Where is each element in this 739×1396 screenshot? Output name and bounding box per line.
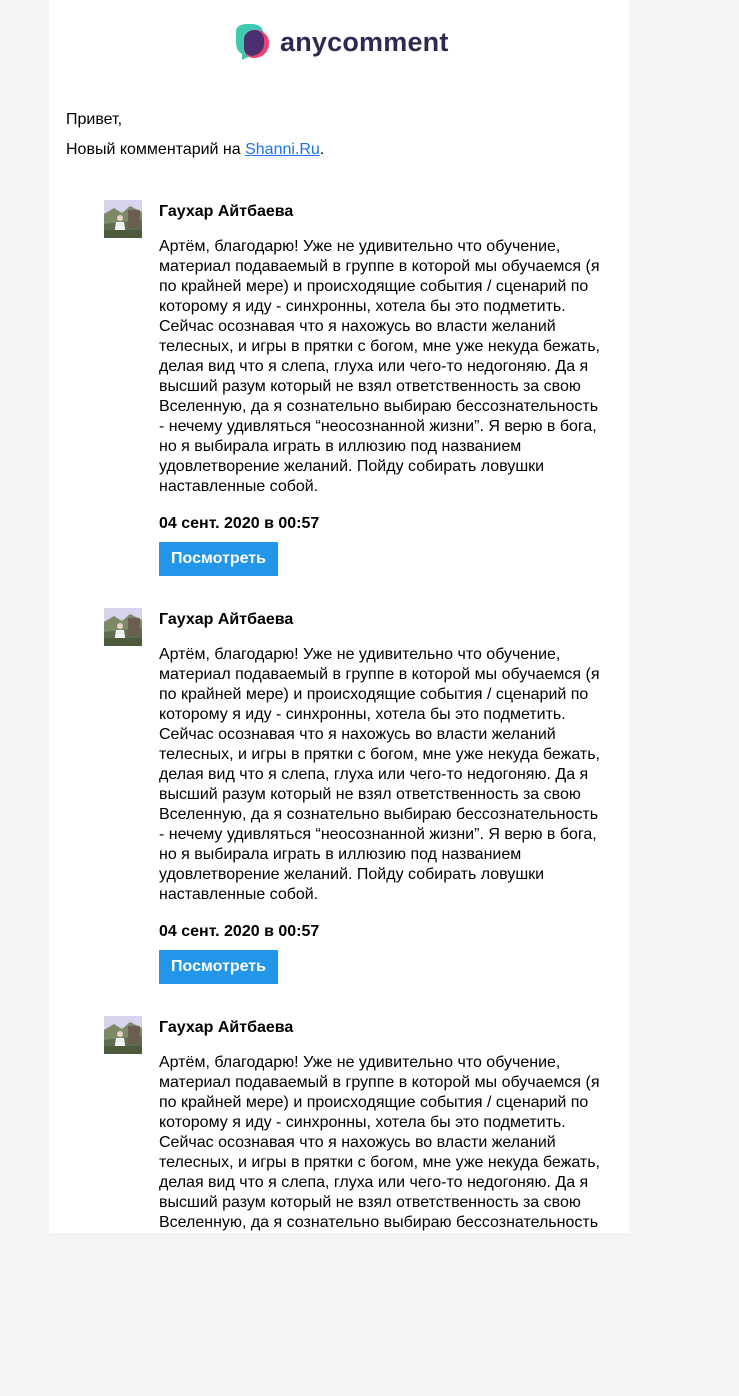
comment-line: Сейчас осознавая что я нахожусь во власти желаний <box>159 318 556 335</box>
avatar <box>104 608 142 646</box>
comment-line: высший разум который не взял ответственность за свою <box>159 786 581 803</box>
comment-line: которому я иду - синхронны, хотела бы это подметить. <box>159 706 566 723</box>
comment-item <box>104 200 624 580</box>
comment-line: материал подаваемый в группе в которой мы обучаемся (я <box>159 1074 600 1091</box>
avatar <box>104 1016 142 1054</box>
anycomment-logo-icon <box>230 22 270 62</box>
comment-line: Сейчас осознавая что я нахожусь во власти желаний <box>159 1134 556 1151</box>
comment-item <box>104 1016 624 1396</box>
comment-line: делая вид что я слепа, глуха или чего-то недогоняю. Да я <box>159 766 589 783</box>
comment-line: Артём, благодарю! Уже не удивительно что обучение, <box>159 646 561 663</box>
comment-line: Вселенную, да я сознательно выбираю бессознательность <box>159 806 599 823</box>
comment-line: Вселенную, да я сознательно выбираю бессознательность <box>159 1214 599 1231</box>
comment-line: высший разум который не взял ответственность за свою <box>159 1194 581 1211</box>
comment-line: делая вид что я слепа, глуха или чего-то недогоняю. Да я <box>159 358 589 375</box>
comment-line: Артём, благодарю! Уже не удивительно что обучение, <box>159 1054 561 1071</box>
comment-line: материал подаваемый в группе в которой мы обучаемся (я <box>159 258 600 275</box>
view-comment-button[interactable]: Посмотреть <box>159 542 278 576</box>
comment-line: но я выбирала играть в иллюзию под названием <box>159 438 522 455</box>
brand-name: anycomment <box>280 27 449 57</box>
notice-prefix: Новый комментарий на <box>66 141 246 158</box>
comment-line: - нечему удивляться “неосознанной жизни”. Я верю в бога, <box>159 826 597 843</box>
comment-author: Гаухар Айтбаева <box>159 1019 294 1036</box>
comment-line: по крайней мере) и происходящие события / сценарий по <box>159 1094 589 1111</box>
comment-line: материал подаваемый в группе в которой мы обучаемся (я <box>159 666 600 683</box>
avatar <box>104 200 142 238</box>
comment-line: удовлетворение желаний. Пойду собирать ловушки <box>159 866 545 883</box>
comment-line: - нечему удивляться “неосознанной жизни”. Я верю в бога, <box>159 418 597 435</box>
comment-line: но я выбирала играть в иллюзию под названием <box>159 846 522 863</box>
comment-line: наставленные собой. <box>159 478 319 495</box>
comment-line: наставленные собой. <box>159 886 319 903</box>
brand-header <box>230 22 449 62</box>
comment-line: которому я иду - синхронны, хотела бы это подметить. <box>159 298 566 315</box>
comment-line: Артём, благодарю! Уже не удивительно что обучение, <box>159 238 561 255</box>
comment-line: телесных, и игры в прятки с богом, мне уже некуда бежать, <box>159 1154 600 1171</box>
comment-date: 04 сент. 2020 в 00:57 <box>159 923 320 940</box>
comment-line: удовлетворение желаний. Пойду собирать ловушки <box>159 458 545 475</box>
comment-body <box>159 237 621 497</box>
notice-suffix: . <box>319 141 325 158</box>
comment-line: Сейчас осознавая что я нахожусь во власти желаний <box>159 726 556 743</box>
comment-line: делая вид что я слепа, глуха или чего-то недогоняю. Да я <box>159 1174 589 1191</box>
comment-line: высший разум который не взял ответственность за свою <box>159 378 581 395</box>
comment-line: Вселенную, да я сознательно выбираю бессознательность <box>159 398 599 415</box>
comment-line: по крайней мере) и происходящие события / сценарий по <box>159 278 589 295</box>
comment-date: 04 сент. 2020 в 00:57 <box>159 515 320 532</box>
comment-line: телесных, и игры в прятки с богом, мне уже некуда бежать, <box>159 746 600 763</box>
comment-line: которому я иду - синхронны, хотела бы это подметить. <box>159 1114 566 1131</box>
view-comment-button[interactable]: Посмотреть <box>159 950 278 984</box>
comment-line: по крайней мере) и происходящие события / сценарий по <box>159 686 589 703</box>
comment-body <box>159 645 621 905</box>
greeting-text: Привет, <box>66 111 123 128</box>
comment-author: Гаухар Айтбаева <box>159 611 294 628</box>
site-link[interactable]: Shanni.Ru <box>245 141 320 158</box>
notice-text <box>66 141 324 159</box>
comment-item <box>104 608 624 988</box>
comment-body <box>159 1053 621 1233</box>
comment-line: телесных, и игры в прятки с богом, мне уже некуда бежать, <box>159 338 600 355</box>
comment-author: Гаухар Айтбаева <box>159 203 294 220</box>
